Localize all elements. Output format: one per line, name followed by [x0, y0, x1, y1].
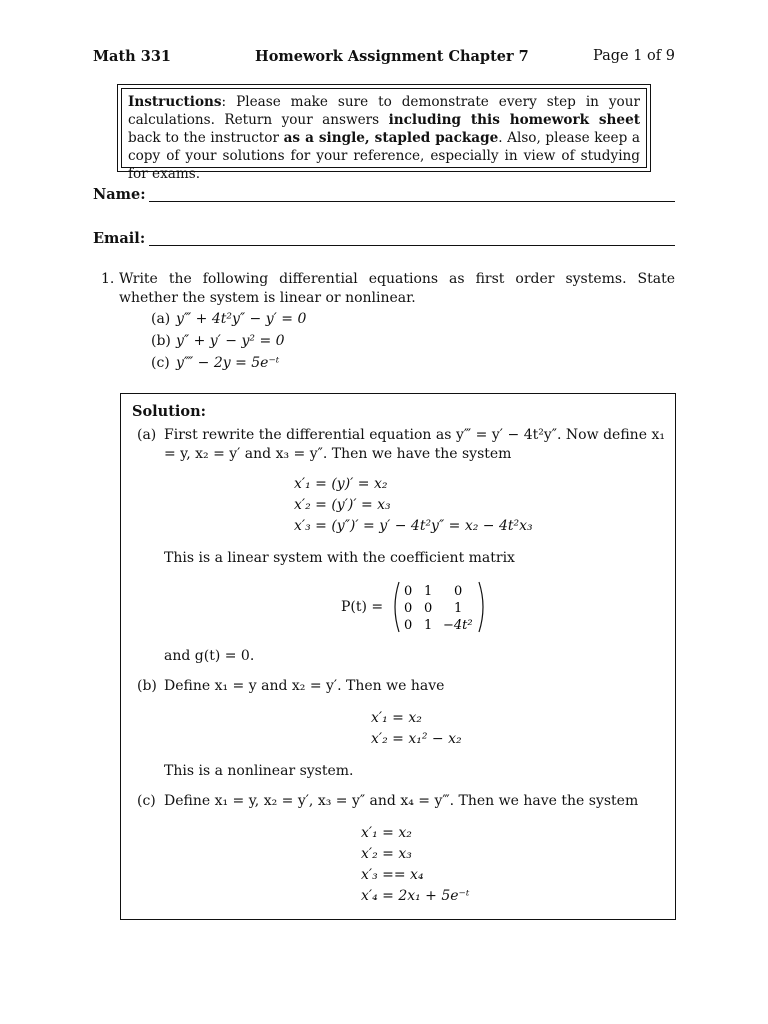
instructions-part: . Also, please keep a copy of your solutions for your reference, especially in view of studying for exams. [128, 130, 641, 182]
question-stem: Write the following differential equations as first order systems. State whether the system is linear or nonlinear. [119, 271, 675, 306]
matrix-left-paren [395, 582, 399, 632]
system-a-eq1: x′₁ = (y)′ = x₂ [294, 476, 388, 492]
system-c-eq4: x′₄ = 2x₁ + 5e⁻ᵗ [361, 888, 470, 904]
matrix-cell: 0 [404, 601, 413, 616]
solution-b-intro: Define x₁ = y and x₂ = y′. Then we have [164, 678, 445, 694]
matrix-cell: 0 [454, 584, 463, 599]
solution-part-c [137, 792, 665, 811]
name-line[interactable] [149, 201, 675, 202]
solution-part-b [137, 677, 665, 696]
system-a-eq2: x′₂ = (y′)′ = x₃ [294, 497, 391, 513]
part-label: (c) [151, 355, 170, 371]
system-c-eq2: x′₂ = x₃ [361, 846, 412, 862]
solution-part-label: (c) [137, 793, 156, 809]
system-b-eq2: x′₂ = x₁² − x₂ [371, 731, 462, 747]
instructions-box [117, 84, 651, 182]
matrix-cell: 0 [404, 584, 413, 599]
matrix-cell: −4t² [443, 618, 473, 633]
system-a-eq3: x′₃ = (y″)′ = y′ − 4t²y″ = x₂ − 4t²x₃ [294, 518, 533, 534]
matrix-cell: 1 [424, 618, 433, 633]
name-label-text: Name [93, 186, 141, 203]
part-equation: y‴ + 4t²y″ − y′ = 0 [176, 311, 307, 327]
question-1 [93, 270, 675, 374]
g-note: and g(t) = 0. [164, 648, 255, 664]
email-label: Email: [93, 230, 146, 247]
part-equation: y⁗ − 2y = 5e⁻ᵗ [176, 355, 280, 371]
matrix-lhs-text: P(t) = [341, 599, 384, 615]
part-equation: y″ + y′ − y² = 0 [176, 333, 285, 349]
question-part-b [151, 330, 675, 352]
matrix-cell: 0 [404, 618, 413, 633]
nonlinear-note: This is a nonlinear system. [164, 763, 354, 779]
instructions-part: : Please make sure to demonstrate every step in your calculations. Return your answers [128, 94, 640, 128]
instructions-part: back to the instructor [128, 130, 284, 146]
question-number: 1. [101, 271, 115, 287]
solution-part-a [137, 426, 665, 464]
solution-title: Solution: [132, 403, 206, 420]
instructions-text [121, 88, 647, 182]
part-label: (b) [151, 333, 171, 349]
solution-c-intro: Define x₁ = y, x₂ = y′, x₃ = y″ and x₄ = y‴. Then we have the system [164, 793, 639, 809]
instructions-emphasis: including this homework sheet [388, 112, 640, 128]
course-name: Math 331 [93, 48, 172, 65]
matrix-cell: 1 [454, 601, 463, 616]
solution-box [120, 393, 676, 920]
page-header [93, 48, 675, 68]
instructions-label: Instructions [128, 94, 222, 110]
matrix-cell: 0 [424, 601, 433, 616]
email-field[interactable] [93, 230, 675, 252]
system-c-eq1: x′₁ = x₂ [361, 825, 412, 841]
solution-part-label: (a) [137, 427, 157, 443]
matrix-cell: 1 [424, 584, 433, 599]
system-b-eq1: x′₁ = x₂ [371, 710, 422, 726]
solution-part-label: (b) [137, 678, 157, 694]
linear-note: This is a linear system with the coefficient matrix [164, 550, 515, 566]
question-part-c [151, 352, 675, 374]
email-label-text: Email [93, 230, 140, 247]
email-line[interactable] [149, 245, 675, 246]
page-number: Page 1 of 9 [593, 48, 675, 64]
matrix-right-paren [479, 582, 483, 632]
solution-a-intro: First rewrite the differential equation as y‴ = y′ − 4t²y″. Now define x₁ = y, x₂ = y′ and x₃ = y″. Then we have the system [164, 427, 665, 462]
coefficient-matrix [391, 580, 487, 634]
instructions-emphasis: as a single, stapled package [283, 130, 499, 146]
question-part-a [151, 308, 675, 330]
assignment-title: Homework Assignment Chapter 7 [255, 48, 529, 65]
system-c-eq3: x′₃ == x₄ [361, 867, 424, 883]
part-label: (a) [151, 311, 171, 327]
name-field[interactable] [93, 186, 675, 208]
matrix-lhs [341, 599, 383, 615]
name-label: Name: [93, 186, 146, 203]
